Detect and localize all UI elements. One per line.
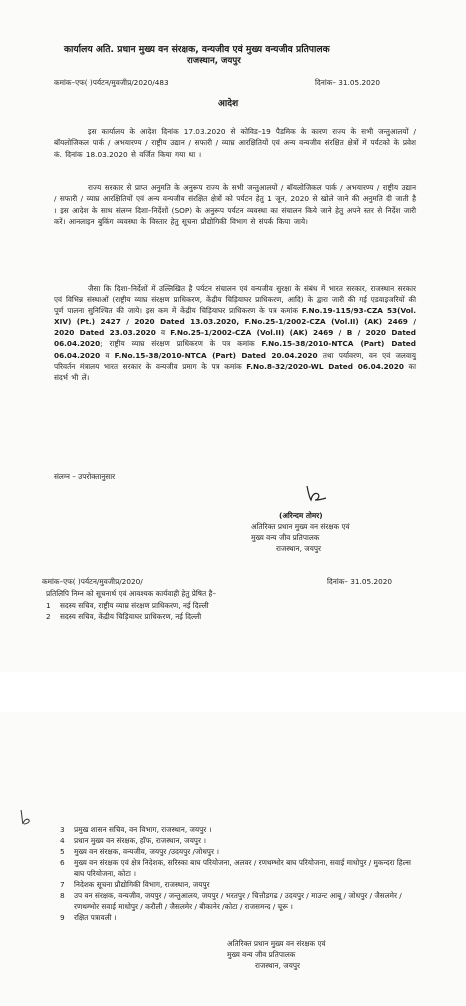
item-text: रक्षित पत्रावली ।	[74, 913, 117, 922]
item-text: सदस्य सचिव, राष्ट्रीय व्याघ्र संरक्षण प्राधिकरण, नई दिल्ली	[60, 601, 209, 610]
item-number: 9	[60, 913, 65, 922]
item-text: मुख्य वन संरक्षक, वन्यजीव, जयपुर /उदयपुर /जोधपुर ।	[74, 847, 220, 856]
item-number: 3	[60, 825, 65, 834]
p3-text-i: तथा पर्यावरण, वन एवं जलवायु परिवर्तन मंत्रालय भारत सरकार के वन्यजीव प्रमाग के पत्र कमांक	[54, 350, 416, 371]
signatory2-location: राजस्थान, जयपुर	[255, 961, 300, 970]
reference-number: कमांक–एफ( )पर्यटन/मुवजीप्र/2020/483	[54, 78, 169, 87]
signature-mark	[303, 483, 329, 503]
item-number: 5	[60, 847, 65, 856]
order-title: आदेश	[218, 99, 239, 109]
paragraph-3	[54, 283, 416, 383]
p3-ref-ntca-2: F.No.15-38/2010-NTCA (Part) Dated 20.04.2020	[114, 350, 318, 360]
enclosure-note: संलग्न – उपरोक्तानुसार	[54, 472, 116, 481]
item-number: 8	[60, 891, 65, 900]
p3-text-a: जैसा कि दिशा–निर्देशों में उल्लिखित है पर्यटन संचालन एवं वन्यजीव सुरक्षा के संबंध में भारत सरकार, राजस्थान सरकार एवं विभिन्न संस्थाओं (राष्ट्रीय व्याघ्र संरक्षण प्राधिकरण, केंद्रीय चिड़ियाघर प्राधिकरण, आदि) के द्वारा जारी की गई एडवाइजरियों की पूर्ण पालना सुनिश्चित की जाये। इस कम में केंद्रीय चिड़ियाघर प्राधिकरण के पत्र कमांक	[54, 284, 416, 316]
copy-intro: प्रतिलिपि निम्न को सूचनार्थ एवं आवश्यक कार्यवाही हेतु प्रेषित है–	[46, 589, 217, 598]
item-text: प्रधान मुख्य वन संरक्षक, हॉफ, राजस्थान, जयपुर ।	[74, 836, 207, 845]
page-two	[0, 712, 466, 1006]
item-text: निदेशक सूचना प्रौद्योगिकी विभाग, राजस्थान, जयपुर	[74, 880, 210, 889]
signatory-designation-2: मुख्य वन्य जीव प्रतिपालक	[251, 533, 320, 542]
item-text: प्रमुख शासन सचिव, वन विभाग, राजस्थान, जयपुर ।	[74, 825, 212, 834]
p3-ref-ntca-1: F.No.15-38/2010-NTCA (Part) Dated 06.04.2020	[54, 339, 416, 360]
copy-list-part-1	[46, 600, 416, 622]
p3-ref-moef: F.No.8-32/2020-WL Dated 06.04.2020	[246, 361, 404, 371]
item-number: 6	[60, 858, 65, 867]
signatory-designation-1: अतिरिक्त प्रधान मुख्य वन संरक्षक एवं	[251, 522, 350, 531]
p3-text-e: ; राष्ट्रीय व्याघ्र संरक्षण प्राधिकरण के पत्र कमांक	[100, 339, 262, 349]
copy-list-part-2	[60, 824, 416, 923]
office-heading: कार्यालय अति. प्रधान मुख्य वन संरक्षक, वन्यजीव एवं मुख्य वन्यजीव प्रतिपालक	[64, 44, 330, 55]
reference-date: दिनांक– 31.05.2020	[315, 78, 381, 87]
copy-list-item	[46, 611, 416, 622]
paragraph-1: इस कार्यालय के आदेश दिनांक 17.03.2020 से कोविड–19 पैडमिक के कारण राज्य के सभी जन्तुआलयों / बॉयलोजिकल पार्क / अभयारण्य / राष्ट्रीय उद्यान / सफारी / व्याघ्र आरक्षितियों एवं अन्य वन्यजीव संरक्षित क्षेत्रों में पर्यटको के प्रवेश कं. दिनांक 18.03.2020 से वर्जित किया गया था ।	[54, 127, 416, 159]
office-location: राजस्थान, जयपुर	[187, 56, 241, 66]
item-text: सदस्य सचिव, केंद्रीय चिड़ियाघर प्राधिकरण, नई दिल्ली	[60, 612, 202, 621]
copy-reference-number: कमांक–एफ( )पर्यटन/मुवजीप्र/2020/	[42, 577, 143, 586]
signatory-name: (अरिन्दम तोमर)	[279, 511, 323, 520]
p3-text-c: व	[155, 328, 171, 338]
page-gap	[0, 672, 466, 712]
item-text: मुख्य वन संरक्षक एवं क्षेत्र निदेशक, सरिस्का बाघ परियोजना, अलवर / रणथम्भोर बाघ परियोजना, सवाई माधोपुर / मुकन्दरा हिल्स बाघ परियोजना, कोटा ।	[74, 858, 411, 878]
item-number: 7	[60, 880, 65, 889]
copy-list-item	[60, 835, 416, 846]
p3-ref-cza: F.No.19-115/93-CZA 53(Vol. XIV) (Pt.) 2427 / 2020 Dated 13.03.2020, F.No.25-1/2002-CZA (Vol.II) (AK) 2469 / 2020 Dated 23.03.2020	[54, 306, 416, 338]
p3-text-g: व	[100, 350, 115, 360]
margin-initial-mark	[18, 806, 32, 828]
copy-list-item	[46, 600, 416, 611]
paragraph-2: राज्य सरकार से प्राप्त अनुमति के अनुरूप राज्य के सभी जन्तुआलयों / बॉयलोजिकल पार्क / अभयारण्य / राष्ट्रीय उद्यान / सफारी / व्याघ्र आरक्षितियों एवं अन्य वन्यजीव संरक्षित क्षेत्रों को पर्यटन हेतु 1 जून, 2020 से खोले जाने की अनुमति दी जाती है । इस आदेश के साथ संलग्न दिशा–निर्देशों (SOP) के अनुरूप पर्यटन व्यवस्था का संचालन किये जाने हेतु अपने स्तर से निर्देश जारी करें। आनलाइन बुकिंग व्यवस्था के विस्तार हेतु सूचना प्रौद्योगिकी विभाग से संपर्क किया जाये।	[54, 183, 416, 226]
p3-ref-cza-2: F.No.25-1/2002-CZA (Vol.II) (AK) 2469 / B / 2020 Dated 06.04.2020	[54, 328, 416, 349]
item-number: 4	[60, 836, 65, 845]
item-number: 2	[46, 612, 51, 621]
signatory2-designation-1: अतिरिक्त प्रधान मुख्य वन संरक्षक एवं	[227, 939, 326, 948]
p3-text-k: का संदर्भ भी लें।	[54, 361, 416, 382]
copy-list-item	[60, 912, 416, 923]
item-number: 1	[46, 601, 51, 610]
signatory2-designation-2: मुख्य वन्य जीव प्रतिपालक	[227, 950, 296, 959]
copy-list-item	[60, 890, 416, 912]
copy-list-item	[60, 857, 416, 879]
copy-list-item	[60, 824, 416, 835]
copy-reference-date: दिनांक– 31.05.2020	[327, 577, 393, 586]
copy-list-item	[60, 846, 416, 857]
signatory-location: राजस्थान, जयपुर	[276, 544, 321, 553]
copy-list-item	[60, 879, 416, 890]
item-text: उप वन संरक्षक, वन्यजीव, जयपुर / जन्तुआलय, जयपुर / भरतपुर / चित्तौडगढ / उदयपुर / माउन्ट आबू / जोधपुर / जैसलमेर / रणथम्भोर सवाई माधोपुर / करौली / जैसलमेर / बीकानेर /कोटा / राजसमन्द / चूरू ।	[74, 891, 402, 911]
